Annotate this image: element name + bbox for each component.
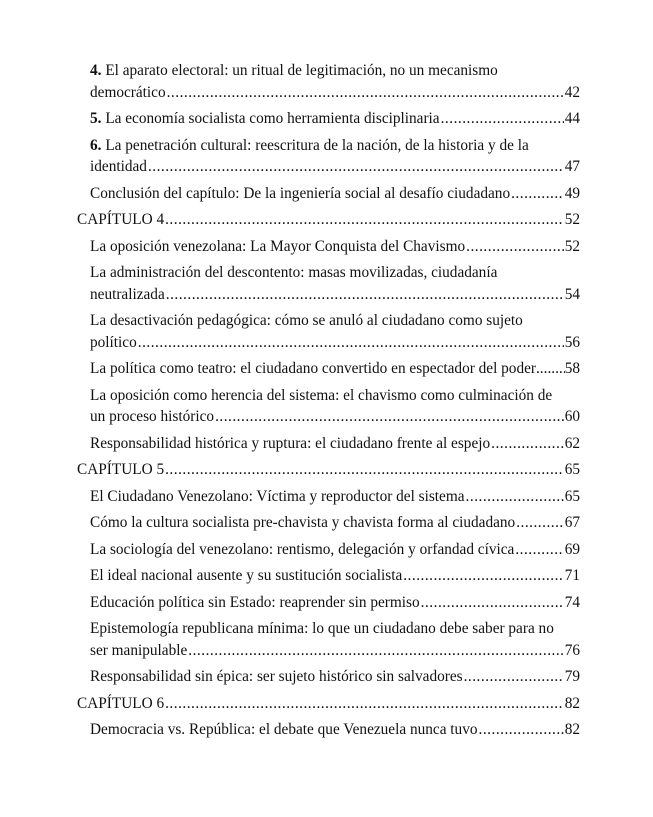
dot-leader (466, 486, 564, 508)
toc-chapter-title: CAPÍTULO 6 (77, 694, 165, 712)
toc-entry-title-cont: ser manipulable (90, 641, 188, 659)
toc-page-number: 60 (564, 408, 580, 425)
dot-leader (421, 592, 564, 614)
toc-page-number: 76 (564, 641, 580, 659)
dot-leader (188, 640, 563, 662)
toc-entry-title: La desactivación pedagógica: cómo se anuló al ciudadano como sujeto (90, 312, 523, 329)
dot-leader (166, 284, 564, 306)
toc-entry[interactable] (90, 592, 580, 614)
toc-page-number: 49 (564, 184, 580, 202)
dot-leader (165, 209, 564, 231)
toc-page-number: 71 (564, 567, 580, 584)
dot-leader (403, 565, 563, 587)
toc-entry-title: La sociología del venezolano: rentismo, delegación y orfandad cívica (90, 540, 515, 558)
toc-entry[interactable] (90, 358, 580, 380)
toc-entry[interactable] (90, 183, 580, 205)
toc-entry[interactable] (90, 60, 580, 103)
toc-entry-title-cont: democrático (90, 83, 166, 101)
toc-page-number: 62 (564, 434, 580, 452)
toc-entry[interactable] (90, 512, 580, 534)
toc-page-number: 79 (564, 668, 580, 685)
toc-entry[interactable] (90, 262, 580, 305)
toc-chapter-entry[interactable] (77, 209, 580, 231)
toc-page-number: 47 (564, 158, 580, 175)
toc-entry[interactable] (90, 135, 580, 178)
toc-entry-title: Epistemología republicana mínima: lo que un ciudadano debe saber para no (90, 620, 554, 637)
toc-page-number: 54 (564, 285, 580, 303)
toc-entry-title: La administración del descontento: masas movilizadas, ciudadanía (90, 264, 498, 281)
dot-leader (516, 512, 564, 534)
toc-page-number: 65 (564, 487, 580, 505)
dot-leader (464, 666, 564, 688)
toc-entry-title: Responsabilidad sin épica: ser sujeto histórico sin salvadores (90, 668, 463, 685)
toc-entry-title-cont: un proceso histórico (90, 408, 215, 425)
toc-entry[interactable] (90, 310, 580, 353)
toc-entry-title-cont: identidad (90, 158, 147, 175)
dot-leader (479, 719, 564, 741)
toc-page-number: 44 (564, 110, 580, 127)
toc-page-number: 52 (564, 211, 580, 228)
toc-entry-title: El ideal nacional ausente y su sustitución socialista (90, 567, 403, 584)
toc-entry-title: La oposición venezolana: La Mayor Conquista del Chavismo (90, 237, 466, 255)
toc-page-number: 52 (564, 237, 580, 255)
toc-entry[interactable] (90, 108, 580, 130)
toc-entry-title-cont: político (90, 333, 137, 351)
dot-leader (441, 108, 564, 130)
dot-leader (491, 433, 564, 455)
dot-leader (138, 332, 564, 354)
toc-entry-title: Conclusión del capítulo: De la ingeniería social al desafío ciudadano (90, 184, 511, 202)
dot-leader (515, 539, 563, 561)
toc-entry[interactable] (90, 666, 580, 688)
table-of-contents (0, 60, 653, 741)
toc-entry-number: 6. (90, 136, 102, 154)
toc-entry-title: La oposición como herencia del sistema: el chavismo como culminación de (90, 386, 553, 404)
toc-entry-title: Educación política sin Estado: reaprender sin permiso (90, 593, 420, 611)
dot-leader (165, 459, 564, 481)
toc-entry[interactable] (90, 618, 580, 661)
toc-chapter-entry[interactable] (77, 459, 580, 481)
toc-entry-number: 5. (90, 110, 102, 127)
toc-entry-title: El Ciudadano Venezolano: Víctima y reproductor del sistema (90, 487, 465, 505)
toc-page-number: 82 (564, 721, 580, 738)
toc-chapter-entry[interactable] (77, 693, 580, 715)
toc-entry-title-cont: neutralizada (90, 285, 165, 303)
dot-leader (167, 82, 564, 104)
toc-entry-number: 4. (90, 62, 102, 79)
toc-page-number: 65 (564, 461, 580, 478)
dot-leader (148, 156, 564, 178)
toc-page-number: 67 (564, 514, 580, 531)
toc-entry-title: El aparato electoral: un ritual de legitimación, no un mecanismo (105, 62, 498, 79)
toc-entry[interactable] (90, 565, 580, 587)
toc-entry-title: La política como teatro: el ciudadano convertido en espectador del poder (90, 360, 536, 377)
dot-leader (511, 183, 564, 205)
toc-entry[interactable] (90, 385, 580, 428)
toc-chapter-title: CAPÍTULO 5 (77, 461, 165, 478)
toc-entry-title: Democracia vs. República: el debate que Venezuela nunca tuvo (90, 721, 478, 738)
toc-entry-title: La penetración cultural: reescritura de la nación, de la historia y de la (105, 136, 529, 154)
toc-chapter-title: CAPÍTULO 4 (77, 211, 165, 228)
toc-entry[interactable] (90, 433, 580, 455)
dot-leader (466, 236, 564, 258)
toc-page-number: 74 (564, 593, 580, 611)
toc-entry[interactable] (90, 236, 580, 258)
dot-leader (165, 693, 564, 715)
toc-entry-title: Cómo la cultura socialista pre-chavista y chavista forma al ciudadano (90, 514, 516, 531)
toc-page-number: 56 (564, 333, 580, 351)
toc-page-number: 42 (564, 83, 580, 101)
toc-entry-title: Responsabilidad histórica y ruptura: el ciudadano frente al espejo (90, 434, 491, 452)
toc-entry-title: La economía socialista como herramienta disciplinaria (105, 110, 440, 127)
toc-entry[interactable] (90, 539, 580, 561)
dot-leader (215, 406, 564, 428)
toc-page-number: 58 (564, 360, 580, 377)
toc-entry[interactable] (90, 486, 580, 508)
toc-page-number: 82 (564, 694, 580, 712)
toc-page-number: 69 (564, 540, 580, 558)
dot-leader (536, 358, 565, 380)
toc-entry[interactable] (90, 719, 580, 741)
